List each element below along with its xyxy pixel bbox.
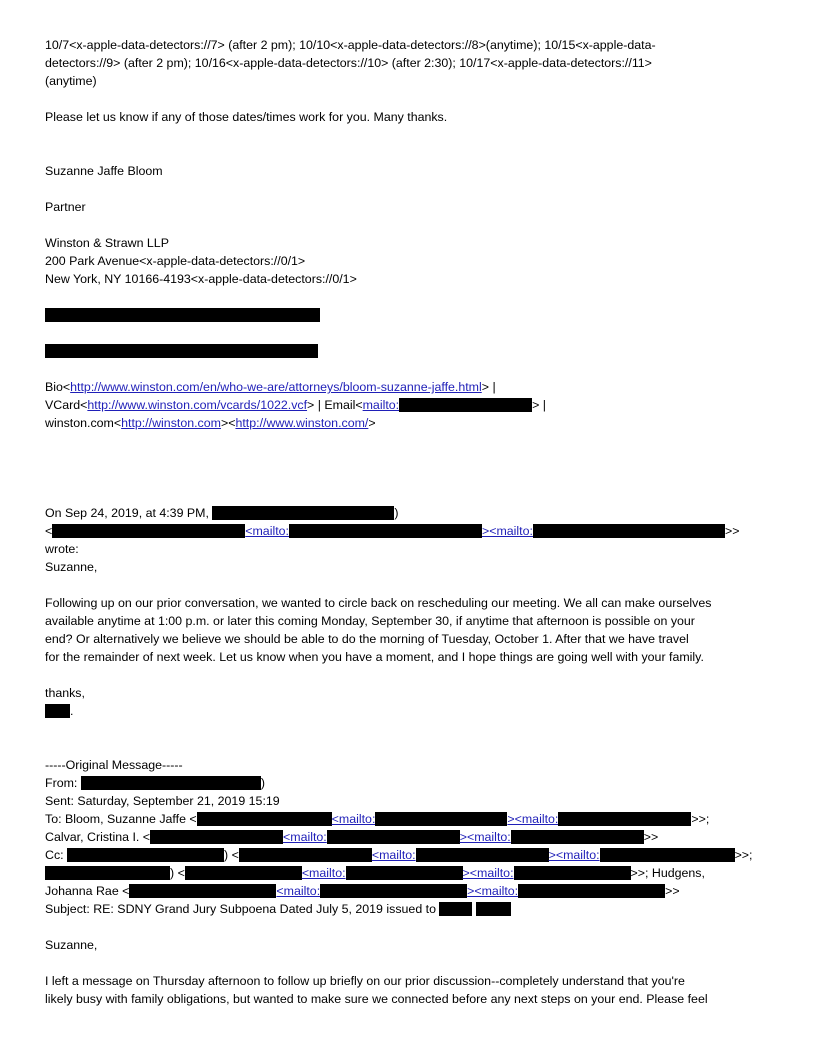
- dates-line-1: 10/7<x-apple-data-detectors://7> (after 2 pm); 10/10<x-apple-data-detectors://8>(anytime); 10/15<x-apple-data-: [45, 38, 656, 52]
- reply-greeting: Suzanne,: [45, 560, 98, 574]
- mailto-link[interactable]: <mailto:: [331, 812, 376, 826]
- redaction-bar: [185, 866, 302, 880]
- signature-name: Suzanne Jaffe Bloom: [45, 164, 163, 178]
- email-link[interactable]: mailto:: [362, 398, 400, 412]
- dates-line-3: (anytime): [45, 74, 97, 88]
- vcard-line: VCard<http://www.winston.com/vcards/1022.vcf> | Email<mailto: > |: [45, 398, 547, 412]
- to-line: To: Bloom, Suzanne Jaffe < <mailto: ><mailto: >>;: [45, 812, 710, 826]
- redaction-bar: [45, 866, 170, 880]
- johanna-line: Johanna Rae < <mailto: ><mailto: >>: [45, 884, 680, 898]
- sender-initials-line: .: [45, 702, 73, 720]
- redaction-bar: [212, 506, 394, 520]
- dates-line-2: detectors://9> (after 2 pm); 10/16<x-apple-data-detectors://10> (after 2:30); 10/17<x-apple-data-detectors://11>: [45, 56, 652, 70]
- redaction-bar: [533, 524, 725, 538]
- redaction-bar: [320, 884, 467, 898]
- redaction-bar: [439, 902, 472, 916]
- redaction-bar: [81, 776, 261, 790]
- mailto-link[interactable]: <mailto:: [371, 848, 416, 862]
- reply-address-line: < <mailto: ><mailto: >>: [45, 524, 740, 538]
- mailto-link[interactable]: <mailto:: [301, 866, 346, 880]
- website-link-1[interactable]: http://winston.com: [121, 416, 221, 430]
- redaction-bar: [600, 848, 735, 862]
- wrote-line: wrote:: [45, 542, 79, 556]
- bio-line: Bio<http://www.winston.com/en/who-we-are/attorneys/bloom-suzanne-jaffe.html> |: [45, 380, 496, 394]
- mailto-link[interactable]: ><mailto:: [507, 812, 559, 826]
- mailto-link[interactable]: <mailto:: [245, 524, 289, 538]
- mailto-link[interactable]: <mailto:: [276, 884, 321, 898]
- reply-body-line: for the remainder of next week. Let us know when you have a moment, and I hope things are going well with your family.: [45, 650, 704, 664]
- signature-address-2: New York, NY 10166-4193<x-apple-data-detectors://0/1>: [45, 272, 357, 286]
- redaction-bar: [45, 344, 318, 358]
- sent-line: Sent: Saturday, September 21, 2019 15:19: [45, 794, 280, 808]
- redaction-bar: [346, 866, 463, 880]
- mailto-link[interactable]: ><mailto:: [481, 524, 533, 538]
- redaction-bar: [514, 866, 631, 880]
- original-body-line: I left a message on Thursday afternoon to follow up briefly on our prior discussion--completely understand that you're: [45, 974, 685, 988]
- redaction-bar: [197, 812, 332, 826]
- original-greeting: Suzanne,: [45, 938, 98, 952]
- mailto-link[interactable]: <mailto:: [283, 830, 327, 844]
- reply-body-line: Following up on our prior conversation, we wanted to circle back on rescheduling our meeting. We all can make ourselves: [45, 596, 712, 610]
- website-line: winston.com<http://winston.com><http://www.winston.com/>: [45, 416, 376, 430]
- signature-title: Partner: [45, 200, 86, 214]
- original-body-line: likely busy with family obligations, but wanted to make sure we connected before any next steps on your end. Please feel: [45, 992, 708, 1006]
- cc-line: Cc: ) < <mailto: ><mailto: >>;: [45, 848, 753, 862]
- redaction-bar: [289, 524, 482, 538]
- redaction-bar: [129, 884, 276, 898]
- redaction-bar: [45, 704, 70, 718]
- mailto-link[interactable]: ><mailto:: [548, 848, 600, 862]
- redaction-bar: [67, 848, 224, 862]
- bio-link[interactable]: http://www.winston.com/en/who-we-are/attorneys/bloom-suzanne-jaffe.html: [70, 380, 482, 394]
- from-line: From: ): [45, 776, 265, 790]
- website-link-2[interactable]: http://www.winston.com/: [235, 416, 369, 430]
- redaction-bar: [416, 848, 549, 862]
- calvar-line: Calvar, Cristina I. < <mailto: ><mailto: >>: [45, 830, 659, 844]
- signature-firm: Winston & Strawn LLP: [45, 236, 169, 250]
- redaction-bar: [45, 308, 320, 322]
- original-message-header: -----Original Message-----: [45, 758, 183, 772]
- mailto-link[interactable]: ><mailto:: [467, 884, 519, 898]
- reply-body-line: end? Or alternatively we believe we should be able to do the morning of Tuesday, October 1. After that we have travel: [45, 632, 689, 646]
- mailto-link[interactable]: ><mailto:: [462, 866, 514, 880]
- signature-address-1: 200 Park Avenue<x-apple-data-detectors://0/1>: [45, 254, 306, 268]
- redaction-bar: [558, 812, 691, 826]
- redaction-bar: [476, 902, 511, 916]
- redaction-bar: [327, 830, 460, 844]
- thanks-line: thanks,: [45, 686, 85, 700]
- redaction-bar: [518, 884, 665, 898]
- subject-line: Subject: RE: SDNY Grand Jury Subpoena Dated July 5, 2019 issued to: [45, 900, 511, 918]
- please-line: Please let us know if any of those dates/times work for you. Many thanks.: [45, 110, 448, 124]
- redaction-bar: [399, 398, 532, 412]
- redaction-bar: [150, 830, 283, 844]
- reply-header-line: On Sep 24, 2019, at 4:39 PM, ): [45, 506, 399, 520]
- redaction-bar: [375, 812, 507, 826]
- reply-body-line: available anytime at 1:00 p.m. or later this coming Monday, September 30, if anytime that afternoon is possible on your: [45, 614, 695, 628]
- redaction-bar: [239, 848, 372, 862]
- vcard-link[interactable]: http://www.winston.com/vcards/1022.vcf: [87, 398, 308, 412]
- redaction-bar: [52, 524, 245, 538]
- mailto-link[interactable]: ><mailto:: [459, 830, 511, 844]
- cc-line-2: ) < <mailto: ><mailto: >>; Hudgens,: [45, 864, 705, 882]
- redaction-bar: [511, 830, 644, 844]
